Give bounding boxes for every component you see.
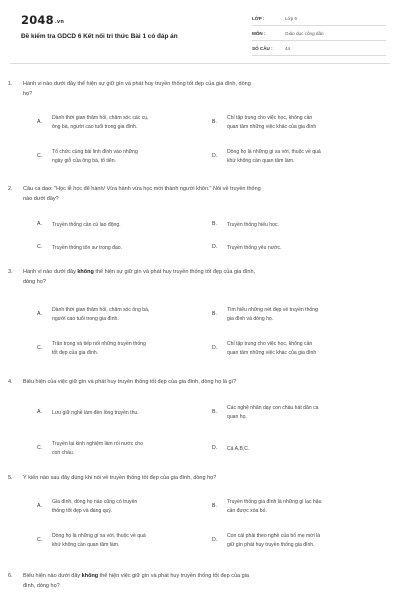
question-number: 6.	[8, 573, 13, 579]
info-label: MÔN :	[252, 30, 266, 36]
question-text: 4. Biểu hiện của việc giữ gìn và phát huy truyền thống tốt đẹp của gia đình, dòng họ là gì?	[23, 378, 383, 388]
info-value: Giáo dục công dân	[285, 30, 324, 36]
question-number: 2.	[8, 186, 13, 192]
info-row-subject	[252, 26, 386, 41]
info-label: SỐ CÂU :	[252, 45, 273, 51]
page-title: Đề kiểm tra GDCD 6 Kết nối tri thức Bài 1 có đáp án	[21, 33, 178, 40]
question-number: 3.	[8, 269, 13, 275]
info-label: LỚP :	[252, 15, 265, 21]
question-number: 5.	[8, 475, 13, 481]
divider	[10, 63, 390, 64]
info-row-class	[252, 11, 386, 26]
info-value: 44	[285, 45, 291, 51]
question-text: 6. Biểu hiện nào dưới đây không thể hiện việc giữ gìn và phát huy truyền thống tốt đẹp của gia đình, dòng họ?	[8, 573, 249, 589]
question-number: 4.	[8, 379, 13, 385]
question-text: 3. Hành vi nào dưới đây không thể hiện sự giữ gìn và phát huy truyền thống tốt đẹp của gia đình, dòng họ?	[8, 269, 256, 285]
site-logo[interactable]: 2048.vn	[21, 13, 65, 27]
question-text: 5. Ý kiến nào sau đây đúng khi nói về truyền thống tốt đẹp của gia đình, dòng họ?	[23, 474, 383, 484]
question-text: 1. Hành vi nào dưới đây thể hiện sự giữ gìn và phát huy truyền thống tốt đẹp của gia đình, dòng họ?	[8, 81, 251, 97]
question-number: 1.	[8, 81, 13, 87]
info-table	[252, 11, 386, 56]
header	[0, 0, 400, 62]
info-row-count	[252, 41, 386, 56]
question-text: 2. Câu ca dao: "Học lễ học để hành/ Vừa hành vừa học mới thành người khôn." Nói về truyền thống nào dưới đây?	[8, 186, 261, 202]
document-page: 2048.vn Đề kiểm tra GDCD 6 Kết nối tri thức Bài 1 có đáp án LỚP : Lớp 6 MÔN : Giáo dục công dân SỐ CÂU : 44 1. Hành vi nào dưới đây thể hiện sự giữ gìn và phát huy truyền thống tốt đẹp của gia đình, dòng họ? A. Dành thời gian thăm hỏi, chăm sóc các cụ, ông bà, người cao tuổi trong gia đình. B. Chỉ tập trung cho việc học, không cần quan tâm những việc khác của gia đình C. Tổ chức cúng bái linh đình vào những ngày giỗ của ông bà, tổ tiên. D. Dòng họ là những gì xa vời, thuộc về quá khứ không cần quan tâm làm. 2. Câu ca dao: "Học lễ học để hành/ Vừa hành vừa học mới thành người khôn." Nói về truyền thống nào dưới đây? A. Truyền thống cần cù lao động. B. Truyền thống hiếu học. C. Truyền thống tôn sư trọng đạo. D. Truyền thống yêu nước. 3. Hành vi nào dưới đây không thể hiện sự giữ gìn và phát huy truyền thống tốt đẹp của gia đình, dòng họ? A. Dành thời gian thăm hỏi, chăm sóc ông bà, người cao tuổi trong gia đình. B. Tìm hiểu những nét đẹp về truyền thống gia đình và dòng họ. C. Trân trọng và tiếp nối những truyền thống tốt đẹp của gia đình. D. Chỉ tập trung cho việc học, không cần quan tâm những việc khác của gia đình 4. Biểu hiện của việc giữ gìn và phát huy truyền thống tốt đẹp của gia đình, dòng họ là gì? A. Lưu giữ nghề làm đèn lồng truyền thu. B. Các nghệ nhân dạy con cháu hát dân ca quan họ. C. Truyền lại kinh nghiệm làm rối nước cho con cháu. D. Cả A,B,C. 5. Ý kiến nào sau đây đúng khi nói về truyền thống tốt đẹp của gia đình, dòng họ? A. Gia đình, dòng họ nào cũng có truyền thống tốt đẹp và đáng quý. B. Truyền thống gia đình là những gì lạc hậu cần được xóa bỏ. C. Dòng họ là những gì xa vời, thuộc về quá khứ không cần quan tâm làm. D. Con cái phải theo nghề của bố mẹ mới là giữ gìn phát huy truyền thống gia đình. 6. Biểu hiện nào dưới đây không thể hiện việc giữ gìn và phát huy truyền thống tốt đẹp của gia đình, dòng họ?	[0, 0, 400, 600]
info-value: Lớp 6	[285, 15, 297, 21]
